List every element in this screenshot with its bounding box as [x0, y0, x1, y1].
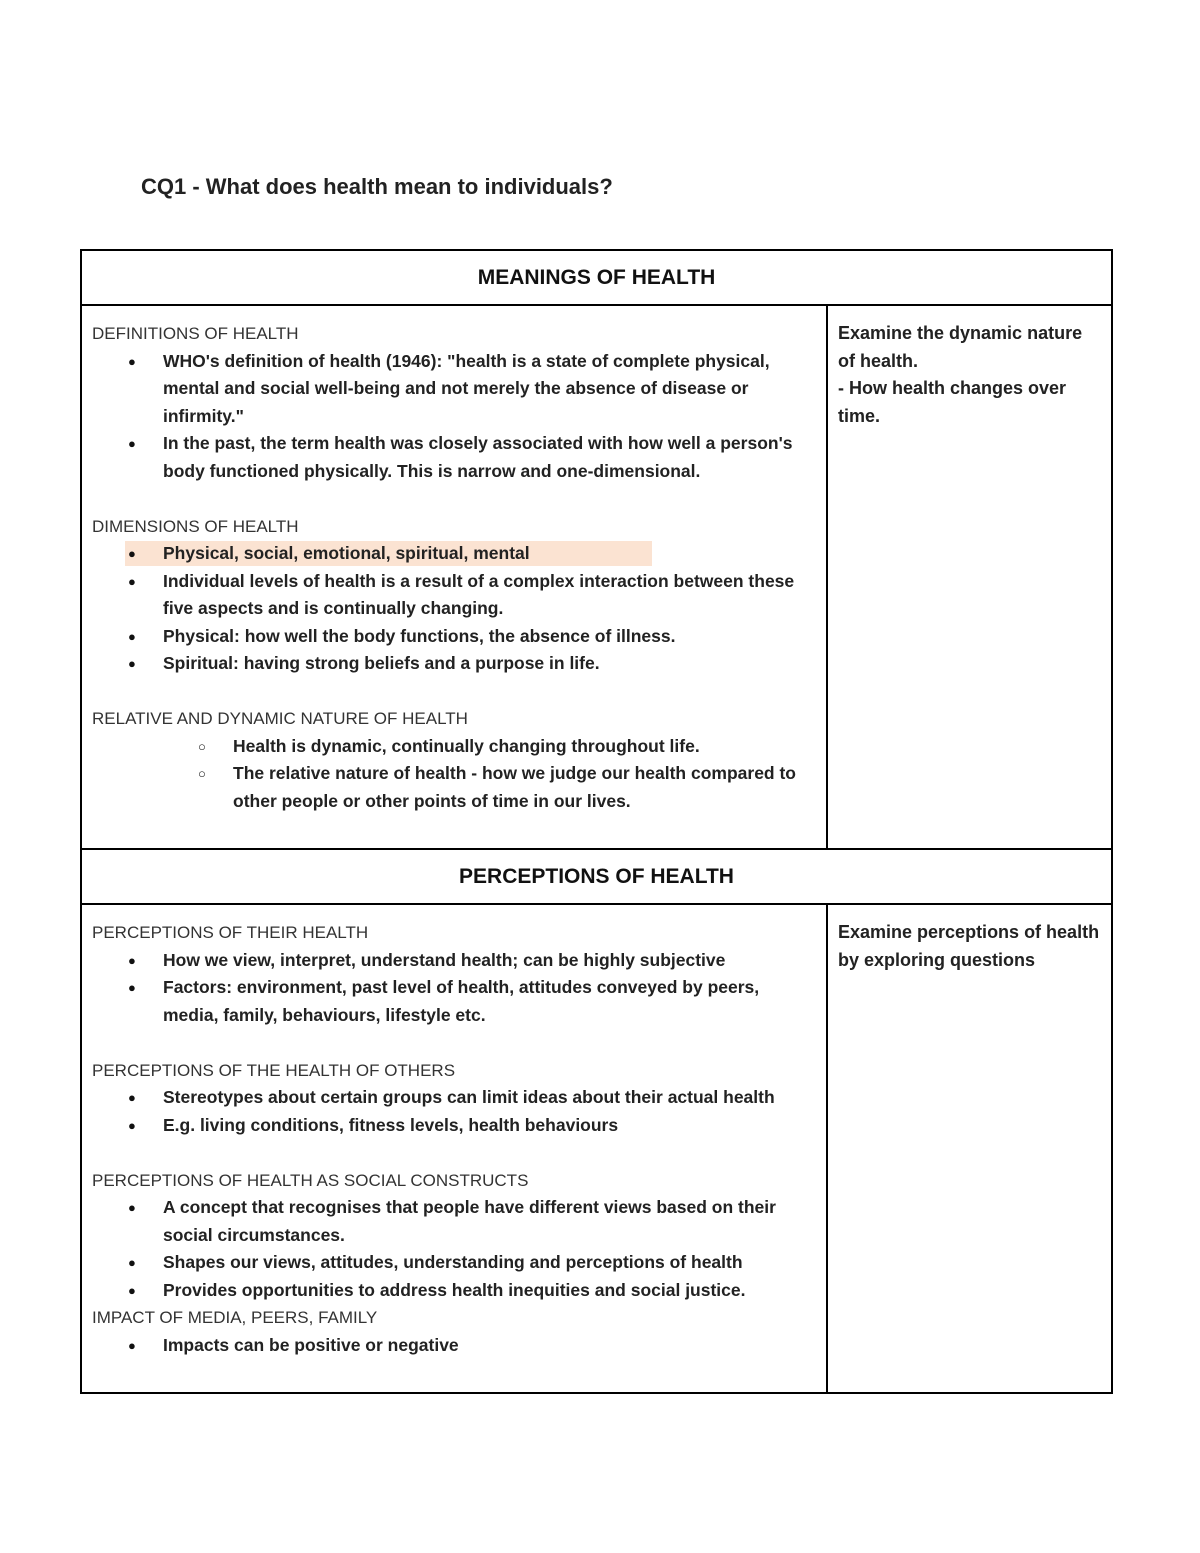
subheading-definitions: DEFINITIONS OF HEALTH: [92, 324, 299, 343]
list-item: ● Factors: environment, past level of health, attitudes conveyed by peers, media, family, behaviours, lifestyle etc.: [92, 974, 816, 1029]
subheading-health-of-others: PERCEPTIONS OF THE HEALTH OF OTHERS: [92, 1060, 456, 1080]
side-note-line: - How health changes over time.: [838, 378, 1067, 426]
list-item: ● E.g. living conditions, fitness levels, health behaviours: [92, 1112, 816, 1140]
side-note-line: Examine the dynamic nature of health.: [838, 323, 1083, 371]
section-heading-perceptions: PERCEPTIONS OF HEALTH: [81, 849, 1112, 904]
notes-cell-perceptions: [81, 904, 827, 1393]
subheading-social-constructs: PERCEPTIONS OF HEALTH AS SOCIAL CONSTRUCTS: [92, 1170, 529, 1190]
list-item: ● How we view, interpret, understand health; can be highly subjective: [92, 947, 816, 975]
bullet-list: [92, 947, 816, 1030]
bullet-list: [92, 1084, 816, 1139]
bullet-list: [92, 1332, 816, 1360]
subheading-their-health: PERCEPTIONS OF THEIR HEALTH: [92, 923, 369, 942]
bullet-list: [92, 1194, 816, 1304]
list-item: ● Provides opportunities to address health inequities and social justice.: [92, 1277, 816, 1305]
subheading-dimensions: DIMENSIONS OF HEALTH: [92, 516, 299, 536]
section-header-row: [81, 250, 1112, 305]
section-header-row: [81, 849, 1112, 904]
list-item: ● Stereotypes about certain groups can limit ideas about their actual health: [92, 1084, 816, 1112]
side-note-perceptions: [827, 904, 1112, 1393]
list-item: ○ Health is dynamic, continually changing throughout life.: [92, 733, 816, 761]
list-item: ● Impacts can be positive or negative: [92, 1332, 816, 1360]
highlighted-list-item: ● Physical, social, emotional, spiritual, mental: [92, 540, 816, 568]
list-item: ● In the past, the term health was closely associated with how well a person's body functioned physically. This is narrow and one-dimensional.: [92, 430, 816, 485]
subheading-media-peers-family: IMPACT OF MEDIA, PEERS, FAMILY: [92, 1308, 378, 1327]
list-item: ○ The relative nature of health - how we judge our health compared to other people or other points of time in our lives.: [92, 760, 816, 815]
page-title: CQ1 - What does health mean to individuals?: [141, 174, 613, 199]
list-item: ● Individual levels of health is a result of a complex interaction between these five aspects and is continually changing.: [92, 568, 816, 623]
subheading-relative-dynamic: RELATIVE AND DYNAMIC NATURE OF HEALTH: [92, 709, 468, 728]
bullet-list: [92, 540, 816, 678]
side-note-meanings: [827, 305, 1112, 849]
circle-bullet-list: [92, 733, 816, 816]
bullet-list: [92, 348, 816, 486]
list-item: ● Shapes our views, attitudes, understanding and perceptions of health: [92, 1249, 816, 1277]
notes-cell-meanings: [81, 305, 827, 849]
notes-table: [80, 249, 1113, 1394]
list-item: ● Spiritual: having strong beliefs and a purpose in life.: [92, 650, 816, 678]
section-body-row: [81, 904, 1112, 1393]
list-item: ● Physical: how well the body functions, the absence of illness.: [92, 623, 816, 651]
section-heading-meanings: MEANINGS OF HEALTH: [81, 250, 1112, 305]
list-item: ● WHO's definition of health (1946): "health is a state of complete physical, mental and social well-being and not merely the absence of disease or infirmity.": [92, 348, 816, 431]
section-body-row: [81, 305, 1112, 849]
side-note-line: Examine perceptions of health by exploring questions: [838, 922, 1100, 970]
list-item: ● A concept that recognises that people have different views based on their social circumstances.: [92, 1194, 816, 1249]
